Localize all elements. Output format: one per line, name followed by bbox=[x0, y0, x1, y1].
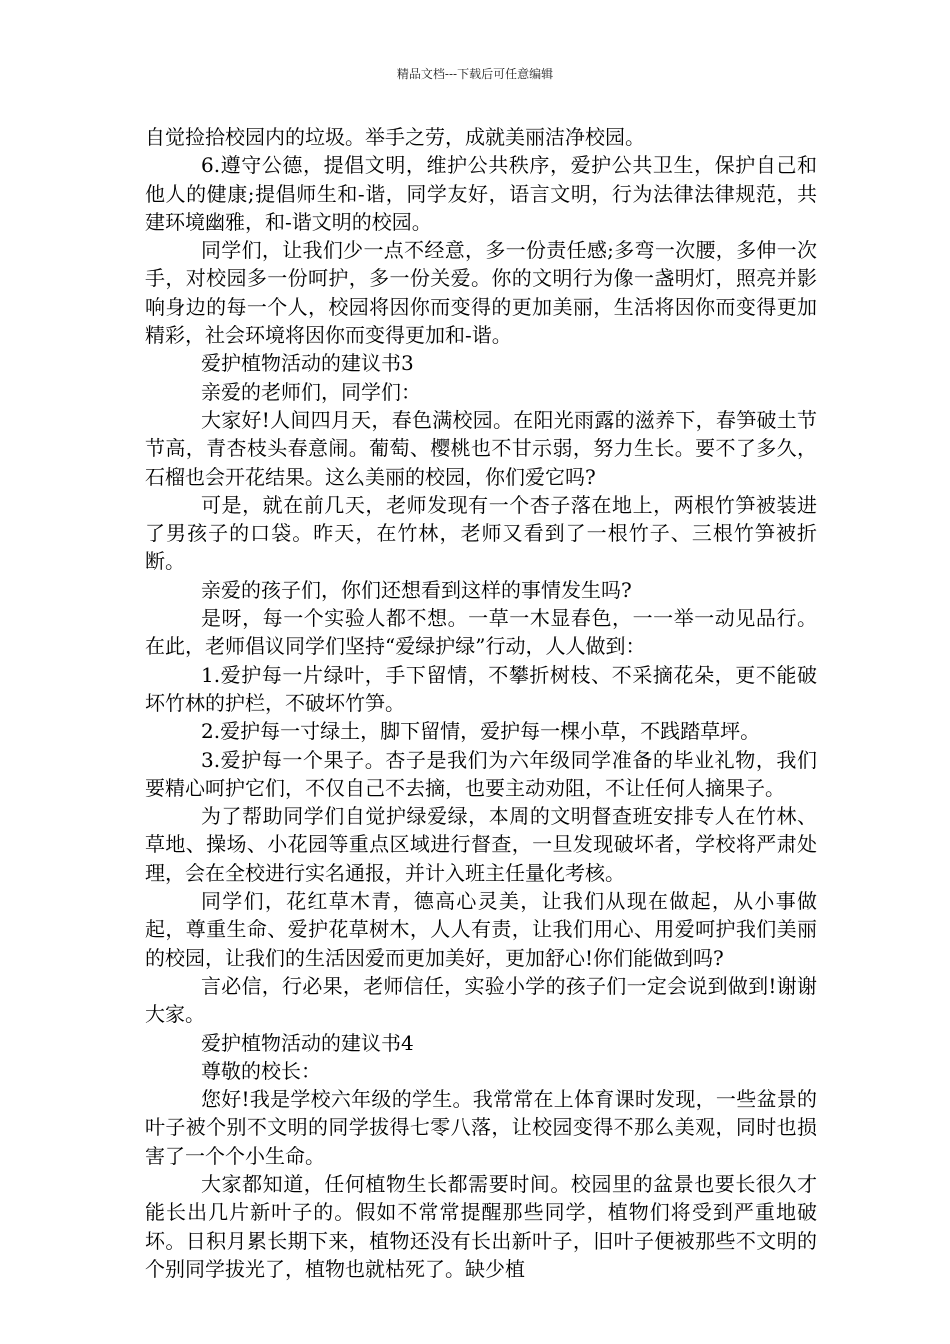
paragraph-7: 可是，就在前几天，老师发现有一个杏子落在地上，两根竹笋被装进了男孩子的口袋。昨天，在竹林，老师又看到了一根竹子、三根竹笋被折断。 bbox=[145, 492, 817, 574]
paragraph-9: 是呀，每一个实验人都不想。一草一木显春色，一一举一动见品行。在此，老师倡议同学们坚持“爱绿护绿”行动，人人做到： bbox=[145, 606, 817, 659]
document-body bbox=[145, 123, 817, 1283]
paragraph-14: 同学们，花红草木青，德高心灵美，让我们从现在做起，从小事做起，尊重生命、爱护花草树木，人人有责，让我们用心、用爱呵护我们美丽的校园，让我们的生活因爱而更加美好，更加舒心!你们能做到吗? bbox=[145, 889, 817, 970]
list-item-2: 2.爱护每一寸绿土，脚下留情，爱护每一棵小草，不践踏草坪。 bbox=[201, 719, 761, 744]
paragraph-2: 6.遵守公德，提倡文明，维护公共秩序，爱护公共卫生，保护自己和他人的健康;提倡师生和-谐，同学友好，语言文明，行为法律法律规范，共建环境幽雅，和-谐文明的校园。 bbox=[145, 153, 817, 234]
list-item-1: 1.爱护每一片绿叶，手下留情，不攀折树枝、不采摘花朵，更不能破坏竹林的护栏，不破坏竹笋。 bbox=[145, 662, 817, 715]
paragraph-13: 为了帮助同学们自觉护绿爱绿，本周的文明督查班安排专人在竹林、草地、操场、小花园等重点区域进行督查，一旦发现破坏者，学校将严肃处理，会在全校进行实名通报，并计入班主任量化考核。 bbox=[145, 804, 817, 885]
paragraph-6: 大家好!人间四月天，春色满校园。在阳光雨露的滋养下，春笋破土节节高，青杏枝头春意闹。葡萄、樱桃也不甘示弱，努力生长。要不了多久，石榴也会开花结果。这么美丽的校园，你们爱它吗? bbox=[145, 407, 817, 489]
page-header: 精品文档---下载后可任意编辑 bbox=[396, 67, 554, 81]
paragraph-3: 同学们，让我们少一点不经意，多一份责任感;多弯一次腰，多伸一次手，对校园多一份呵护，多一份关爱。你的文明行为像一盏明灯，照亮并影响身边的每一个人，校园将因你而变得的更加美丽，生活将因你而变得更加精彩，社会环境将因你而变得更加和-谐。 bbox=[145, 238, 817, 348]
paragraph-18: 您好!我是学校六年级的学生。我常常在上体育课时发现，一些盆景的叶子被个别不文明的同学拔得七零八落，让校园变得不那么美观，同时也损害了一个个小生命。 bbox=[145, 1087, 817, 1168]
paragraph-19: 大家都知道，任何植物生长都需要时间。校园里的盆景也要长很久才能长出几片新叶子的。假如不常常提醒那些同学，植物们将受到严重地破坏。日积月累长期下来，植物还没有长出新叶子，旧叶子便被那些不文明的个别同学拔光了，植物也就枯死了。缺少植 bbox=[145, 1171, 817, 1281]
paragraph-1: 自觉捡拾校园内的垃圾。举手之劳，成就美丽洁净校园。 bbox=[145, 125, 645, 149]
paragraph-8: 亲爱的孩子们，你们还想看到这样的事情发生吗? bbox=[201, 577, 632, 602]
salutation-4: 尊敬的校长： bbox=[201, 1058, 321, 1083]
salutation-3: 亲爱的老师们，同学们： bbox=[201, 379, 421, 404]
section-title-3: 爱护植物活动的建议书3 bbox=[201, 351, 414, 376]
section-title-4: 爱护植物活动的建议书4 bbox=[201, 1030, 414, 1055]
paragraph-15: 言必信，行必果，老师信任，实验小学的孩子们一定会说到做到!谢谢大家。 bbox=[145, 973, 817, 1027]
list-item-3: 3.爱护每一个果子。杏子是我们为六年级同学准备的毕业礼物，我们要精心呵护它们，不仅自己不去摘，也要主动劝阻，不让任何人摘果子。 bbox=[145, 747, 817, 800]
